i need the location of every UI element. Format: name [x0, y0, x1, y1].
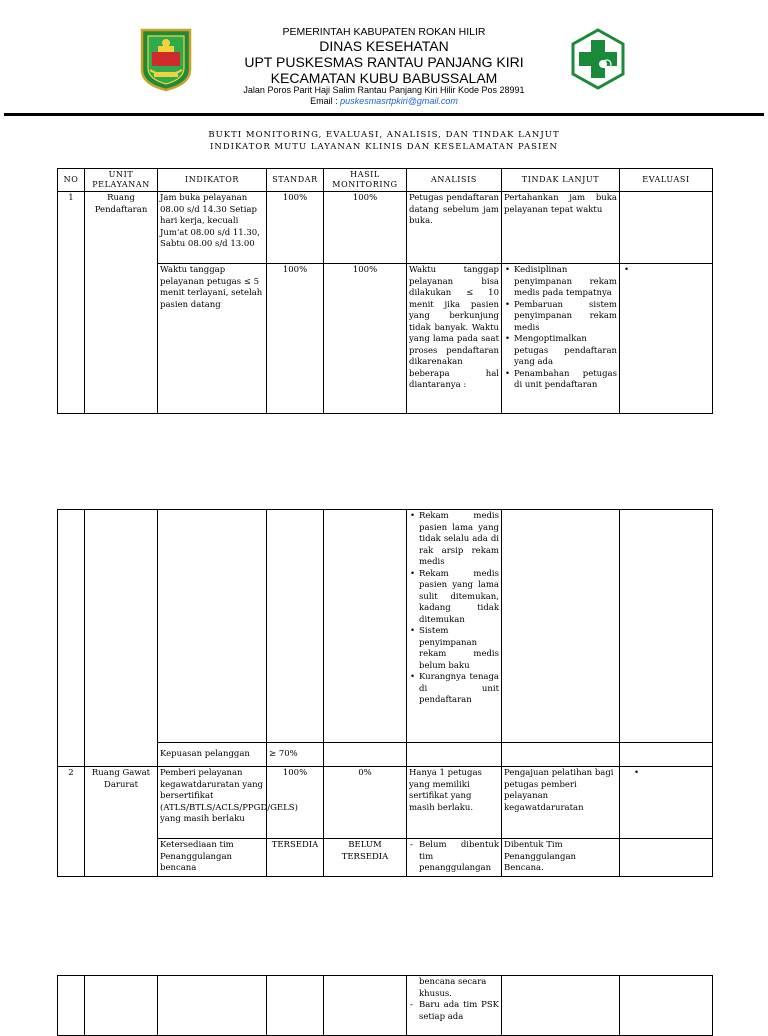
cell-indikator — [158, 976, 267, 1036]
cell-indikator: Waktu tanggap pelayanan petugas ≤ 5 menit terlayani, setelah pasien datang — [158, 264, 267, 414]
cell-analisis: Waktu tanggap pelayanan bisa dilakukan ≤ 10 menit jika pasien yang berkunjung tidak banyak. Waktu yang lama pada saat proses pendaftaran dikarenakan beberapa hal diantaranya : — [407, 264, 502, 414]
col-standar: STANDAR — [267, 169, 324, 192]
document-title: BUKTI MONITORING, EVALUASI, ANALISIS, DAN TINDAK LANJUT — [208, 130, 560, 140]
cell-standar: 100% — [267, 767, 324, 839]
email-label: Email : — [310, 96, 341, 106]
cell-hasil — [324, 743, 407, 767]
cell-analisis — [407, 510, 502, 743]
col-evaluasi: EVALUASI — [620, 169, 713, 192]
cell-evaluasi — [620, 264, 713, 414]
list-item: • Kurangnya tenaga di unit pendaftaran — [419, 672, 499, 707]
cell-tindak: Dibentuk Tim Penanggulangan Bencana. — [502, 839, 620, 877]
cell-analisis — [407, 743, 502, 767]
cell-indikator: Pemberi pelayanan kegawatdaruratan yang bersertifikat (ATLS/BTLS/ACLS/PPGD/GELS) yang masih berlaku — [158, 767, 267, 839]
col-unit: UNIT PELAYANAN — [85, 169, 158, 192]
cell-standar — [267, 510, 324, 743]
list-item: - Belum dibentuk tim penanggulangan — [419, 840, 499, 875]
tindak-list — [504, 265, 617, 392]
list-item: • Mengoptimalkan petugas pendaftaran yang ada — [514, 334, 617, 369]
cell-tindak — [502, 510, 620, 743]
cell-unit — [85, 976, 158, 1036]
table-row — [58, 192, 713, 264]
header-government: PEMERINTAH KABUPATEN ROKAN HILIR — [282, 26, 486, 38]
header-divider — [4, 113, 764, 116]
cell-tindak: Pengajuan pelatihan bagi petugas pemberi pelayanan kegawatdaruratan — [502, 767, 620, 839]
analisis-continued: bencana secara khusus. — [419, 977, 487, 999]
cell-indikator: Ketersediaan tim Penanggulangan bencana — [158, 839, 267, 877]
cell-unit: Ruang Gawat Darurat — [85, 767, 158, 877]
cell-evaluasi — [620, 192, 713, 264]
list-item: • Rekam medis pasien yang lama sulit ditemukan, kadang tidak ditemukan — [419, 569, 499, 627]
cell-analisis: Petugas pendaftaran datang sebelum jam buka. — [407, 192, 502, 264]
cell-hasil: 100% — [324, 264, 407, 414]
monitoring-table-1 — [57, 168, 713, 414]
evaluasi-bullet: • — [624, 265, 630, 275]
cell-tindak — [502, 976, 620, 1036]
header-email-line — [0, 96, 768, 106]
cell-analisis — [407, 976, 502, 1036]
analisis-list — [409, 840, 499, 875]
cell-standar — [267, 976, 324, 1036]
list-item: • Penambahan petugas di unit pendaftaran — [514, 369, 617, 392]
cell-no — [58, 976, 85, 1036]
cell-tindak — [502, 264, 620, 414]
analisis-list — [409, 1000, 499, 1023]
list-item: - Baru ada tim PSK setiap ada — [419, 1000, 499, 1023]
cell-standar: 100% — [267, 264, 324, 414]
list-item: • Kedisiplinan penyimpanan rekam medis pada tempatnya — [514, 265, 617, 300]
cell-unit: Ruang Pendaftaran — [85, 192, 158, 414]
cell-evaluasi — [620, 839, 713, 877]
list-item: • Pembaruan sistem penyimpanan rekam medis — [514, 300, 617, 335]
header-district: KECAMATAN KUBU BABUSSALAM — [270, 70, 498, 86]
cell-unit — [85, 510, 158, 767]
table-row — [58, 976, 713, 1036]
cell-analisis — [407, 839, 502, 877]
cell-analisis: Hanya 1 petugas yang memiliki sertifikat yang masih berlaku. — [407, 767, 502, 839]
cell-tindak: Pertahankan jam buka pelayanan tepat waktu — [502, 192, 620, 264]
cell-no — [58, 510, 85, 767]
col-analisis: ANALISIS — [407, 169, 502, 192]
col-indikator: INDIKATOR — [158, 169, 267, 192]
table-header-row — [58, 169, 713, 192]
cell-standar: ≥ 70% — [267, 743, 324, 767]
table-row — [58, 510, 713, 743]
col-no: NO — [58, 169, 85, 192]
cell-evaluasi: • — [620, 767, 713, 839]
col-hasil: HASIL MONITORING — [324, 169, 407, 192]
table-row — [58, 767, 713, 839]
cell-indikator: Jam buka pelayanan 08.00 s/d 14.30 Setiap hari kerja, kecuali Jum'at 08.00 s/d 11.30, Sabtu 08.00 s/d 13.00 — [158, 192, 267, 264]
cell-evaluasi — [620, 510, 713, 743]
cell-hasil: 0% — [324, 767, 407, 839]
cell-hasil — [324, 510, 407, 743]
cell-evaluasi — [620, 743, 713, 767]
document-subtitle: INDIKATOR MUTU LAYANAN KLINIS DAN KESELAMATAN PASIEN — [210, 142, 558, 152]
header-address: Jalan Poros Parit Haji Salim Rantau Panjang Kiri Hilir Kode Pos 28991 — [243, 85, 525, 95]
cell-standar: 100% — [267, 192, 324, 264]
cell-no: 2 — [58, 767, 85, 877]
list-item: • Rekam medis pasien lama yang tidak selalu ada di rak arsip rekam medis — [419, 511, 499, 569]
cell-indikator: Kepuasan pelanggan — [158, 743, 267, 767]
monitoring-table-2 — [57, 509, 713, 877]
cell-hasil — [324, 976, 407, 1036]
analisis-list — [409, 511, 499, 707]
cell-evaluasi — [620, 976, 713, 1036]
email-link[interactable]: puskesmasrtpkiri@gmail.com — [340, 96, 458, 106]
cell-hasil: 100% — [324, 192, 407, 264]
cell-no: 1 — [58, 192, 85, 414]
cell-hasil: BELUM TERSEDIA — [324, 839, 407, 877]
header-puskesmas: UPT PUSKESMAS RANTAU PANJANG KIRI — [244, 54, 524, 70]
list-item: • Sistem penyimpanan rekam medis belum baku — [419, 626, 499, 672]
cell-standar: TERSEDIA — [267, 839, 324, 877]
col-tindak: TINDAK LANJUT — [502, 169, 620, 192]
monitoring-table-3 — [57, 975, 713, 1036]
cell-tindak — [502, 743, 620, 767]
cell-indikator — [158, 510, 267, 743]
header-agency: DINAS KESEHATAN — [319, 38, 449, 54]
